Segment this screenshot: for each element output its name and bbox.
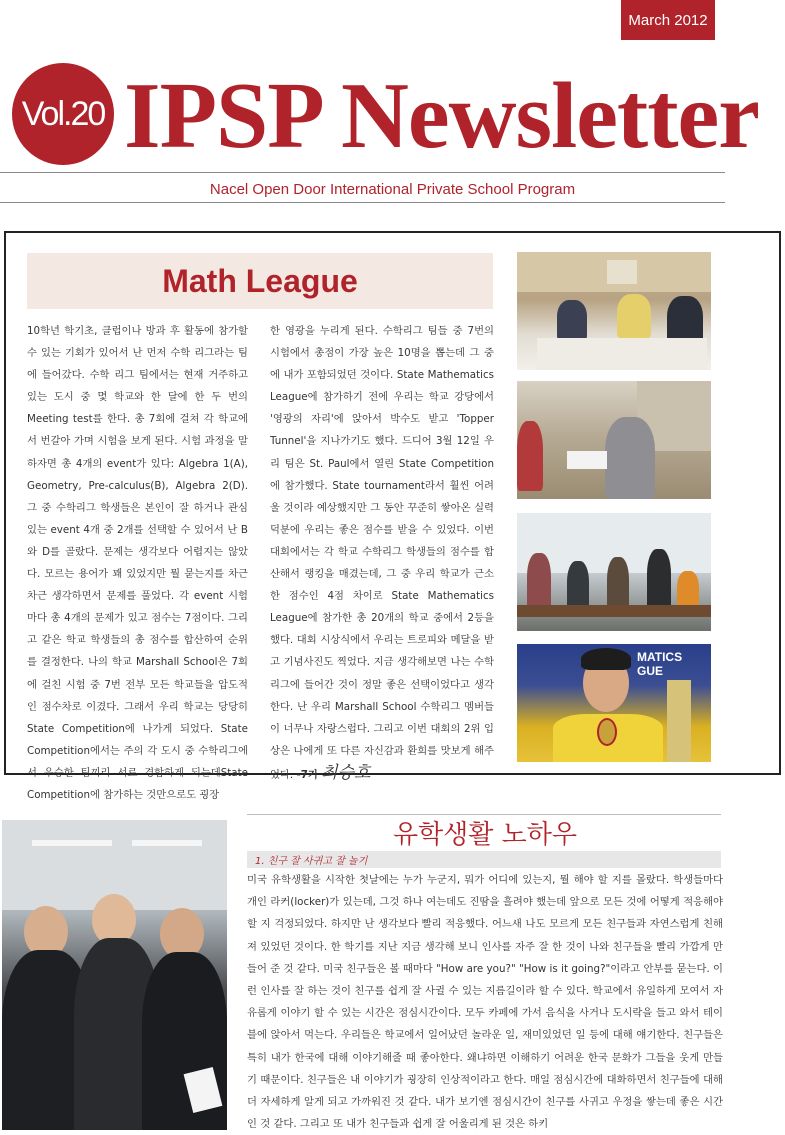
masthead-rule (0, 172, 725, 173)
study-abroad-heading: 유학생활 노하우 (392, 820, 578, 850)
classroom-study-photo (517, 252, 711, 370)
study-abroad-body: 미국 유학생활을 시작한 첫날에는 누가 누군지, 뭐가 어디에 있는지, 뭘 해야 할 지를 몰랐다. 학생들마다 개인 라커(locker)가 있는데, 그것 하나 여는데도 진땀을 흘려야 했는데 앞으로 모든 것에 어떻게 적응해야 할 지 걱정되었다. 하지만 난 생각보다 빨리 적응했다. 어느새 나도 모르게 모든 친구들과 자연스럽게 친해져 있었던 것이다. 한 학기를 지난 지금 생각해 보니 인사를 자주 잘 한 것이 나와 친구들을 빨리 가깝게 만들어 준 것 같다. 미국 친구들은 볼 때마다 "How are you?" "How is it going?"이라고 안부를 묻는다. 이런 인사를 잘 하는 것이 친구를 쉽게 잘 사귈 수 있는 지름길이라 할 수 있다. 학교에서 유일하게 모여서 자유롭게 이야기 할 수 있는 시간은 점심시간이다. 모두 카페에 가서 음식을 사거나 도시락을 들고 와서 테이블에 앉아서 먹는다. 우리들은 학교에서 일어났던 놀라운 일, 재미있었던 일 등에 대해 얘기한다. 친구들은 특히 내가 한국에 대해 이야기해줄 때 좋아한다. 왜냐하면 이해하기 어려운 한국 문화가 그들을 웃게 만들기 때문이다. 친구들은 내 이야기가 굉장히 인상적이라고 한다. 매일 점심시간에 대화하면서 친구들에 대해 더 자세하게 알게 되고 가까워진 것 같다. 내가 보기엔 점심시간이 친구를 사귀고 우정을 쌓는데 좋은 시간인 것 같다. 그리고 또 내가 친구들과 쉽게 잘 어울리게 된 것은 하키 (247, 874, 723, 1131)
subtitle-rule (0, 202, 725, 203)
author-signature: 최승호 (321, 762, 371, 783)
author-prefix: -7기 (296, 768, 318, 781)
issue-date-tab: March 2012 (621, 0, 715, 40)
math-league-column-1: 10학년 학기초, 클럽이나 방과 후 활동에 참가할 수 있는 기회가 있어서 난 먼저 수학 리그라는 팀에 들어갔다. 수학 리그 팀에서는 현재 거주하고 있는 도시 중 몇 학교와 한 달에 한 두 번의 Meeting test를 한다. 총 7회에 걸쳐 각 학교에서 번갈아 가며 시험을 보게 된다. 시험 과정을 말하자면 총 4개의 event가 있다: Algebra 1(A), Geometry, Pre-calculus(B), Algebra 2(D). 그 중 수학리그 학생들은 본인이 잘 하거나 관심 있는 event 4개 중 2개를 선택할 수 있어서 난 B와 D를 골랐다. 문제는 생각보다 어렵지는 않았다. 모르는 용어가 꽤 있었지만 뭘 묻는지를 차근차근 생각하면서 문제를 풀었다. 각 event 시험 마다 총 4개의 문제가 있고 점수는 7점이다. 그리고 같은 학교 학생들의 총 점수를 합산하여 순위를 결정한다. 나의 학교 Marshall School은 7회에 걸친 시험 중 7번 전부 모든 학교들을 압도적인 점수차로 이겼다. 그래서 우리 학교는 당당히 State Competition에 나가게 되었다. State Competition에서는 주의 각 도시 중 수학리그에서 우승한 팀끼리 서로 경합하게 되는데State Competition에 참가하는 것만으로도 굉장 (27, 325, 248, 801)
trophy-portrait-photo (517, 644, 711, 762)
banner-text: MATICS GUE (637, 650, 683, 678)
math-league-column-2 (270, 320, 494, 786)
math-league-heading-band (27, 253, 493, 309)
study-abroad-subheading: 1. 친구 잘 사귀고 잘 놀기 (255, 856, 368, 867)
newsletter-title: IPSP Newsletter (124, 64, 759, 168)
volume-badge: Vol.20 (12, 63, 114, 165)
newsletter-subtitle: Nacel Open Door International Private School Program (209, 181, 576, 198)
math-league-column-2-text: 한 영광을 누리게 된다. 수학리그 팀들 중 7번의 시험에서 총점이 가장 높은 10명을 뽑는데 그 중에 내가 포함되었던 것이다. State Mathematics League에 참가하기 전에 우리는 학교 강당에서 '영광의 자리'에 앉아서 박수도 받고 'Topper Tunnel'을 지나가기도 했다. 드디어 3월 12일 우리 팀은 St. Paul에서 열린 State Competition에 참가했다. State tournament라서 훨씬 어려울 것이라 예상했지만 그 동안 꾸준히 쌓아온 실력 덕분에 우리는 좋은 점수를 받을 수 있었다. 이번 대회에서는 각 학교 수학리그 학생들의 점수를 합산해서 랭킹을 매겼는데, 그 중 우리 학교가 근소한 점수인 4점 차이로 State Mathematics League에 참가한 총 20개의 학교 중에서 2등을 했다. 대회 시상식에서 우리는 트로피와 메달을 받고 기념사진도 찍었다. 지금 생각해보면 나는 수학리그에 들어간 것이 정말 좋은 선택이었다고 생각한다. 난 우리 Marshall School 수학리그 멤버들이 너무나 자랑스럽다. 그리고 이번 대회의 2위 입상은 나에게 또 다른 자신감과 환희를 맛보게 해주었다. (270, 325, 494, 781)
friends-photo (2, 820, 227, 1130)
students-with-papers-photo (517, 381, 711, 499)
team-group-photo (517, 513, 711, 631)
study-abroad-subheading-bar (247, 851, 721, 868)
math-league-heading: Math League (162, 262, 358, 299)
